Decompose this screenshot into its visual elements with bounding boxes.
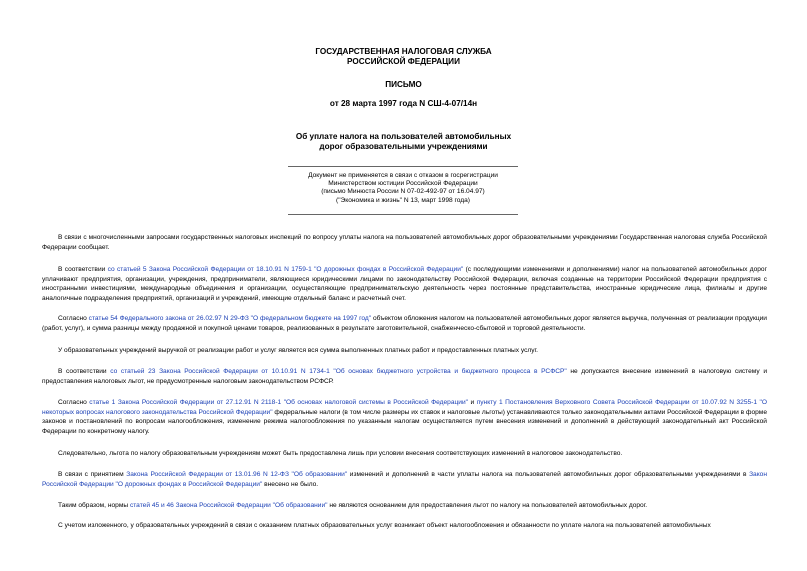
status-note [288,172,518,205]
issuer-line-2: РОССИЙСКОЙ ФЕДЕРАЦИИ [347,57,460,66]
paragraph-8 [42,470,767,489]
text: Таким образом, нормы [58,502,130,509]
note-line-3: (письмо Минюста России N 07-02-492-97 от 16.04.97) [321,188,485,196]
paragraph-4: У образовательных учреждений выручкой от реализации работ и услуг является вся сумма выполненных платных работ и предоставленных платных услуг. [58,347,538,354]
note-line-4: ("Экономика и жизнь" N 13, март 1998 года) [336,196,470,204]
document-title [0,132,807,152]
law-link-education-act[interactable]: Закона Российской Федерации от 13.01.96 N 12-ФЗ "Об образовании" [126,471,348,478]
document-type: ПИСЬМО [385,80,422,89]
text: Согласно [58,399,90,406]
text: не являются основанием для предоставления льгот по налогу на пользователей автомобильных дорог. [327,502,648,509]
law-link-road-funds-art5[interactable]: со статьей 5 Закона Российской Федерации от 18.10.91 N 1759-1 "О дорожных фондах в Российской Федерации" [107,266,464,273]
law-link-education-art45-46[interactable]: статей 45 и 46 Закона Российской Федерации "Об образовании" [129,502,328,509]
text: (с последующими изменениями и дополнениями) налог на пользователей автомобильных дорог уплачивают предприятия, организации, учреждения, предприниматели, являющиеся юридическими лицами по законодательству Российской Федерации, включая созданные на территории Российской Федерации предприятия с иностранными инвестициями, международные объединения и организации, осуществляющие предпринимательскую деятельность через постоянные представительства, иностранные юридические лица, филиалы и другие аналогичные подразделения предприятий, организаций и учреждений, имеющие отдельный баланс и расчетный счет. [42,266,767,302]
document-date-number: от 28 марта 1997 года N СШ-4-07/14н [329,99,478,108]
paragraph-10: С учетом изложенного, у образовательных учреждений в связи с оказанием платных образовательных услуг возникает объект налогообложения и обязанности по уплате налога на пользователей автомобильных [58,522,711,529]
issuer-line-1: ГОСУДАРСТВЕННАЯ НАЛОГОВАЯ СЛУЖБА [315,47,492,56]
paragraph-2 [42,265,767,303]
law-link-supreme-council-resolution[interactable]: пункту 1 Постановления Верховного Совета Российской Федерации от 10.07.92 N 3255-1 "О некоторых вопросах налогового законодательства Российской Федерации" [42,399,767,416]
text: В соответствии [58,368,111,375]
law-link-tax-system[interactable]: статье 1 Закона Российской Федерации от 27.12.91 N 2118-1 "Об основах налоговой системы в Российской Федерации" [89,399,469,406]
paragraph-6 [42,398,767,436]
text: внесено не было. [262,480,319,488]
text: изменений и дополнений в части уплаты налога на пользователей автомобильных дорог образовательными учреждениями в [347,471,750,478]
text: В связи с принятием [58,471,127,478]
text: не допускается внесение изменений в налоговую систему и предоставления налоговых льгот, не предусмотренные налоговым законодательством РСФСР. [42,368,767,385]
text: В соответствии [58,266,108,273]
issuer-heading [0,47,807,67]
note-line-2: Министерством юстиции Российской Федерации [328,180,478,188]
divider-bottom [288,214,518,215]
paragraph-7: Следовательно, льгота по налогу образовательным учреждениям может быть предоставлена лишь при условии внесения соответствующих изменений в налоговое законодательство. [58,450,623,457]
text: объектом обложения налогом на пользователей автомобильных дорог является выручка, полученная от реализации продукции (работ, услуг), и сумма разницы между продажной и покупной ценами товаров, реализованных в результате заготовительной, снабженческо-сбытовой и торговой деятельности. [42,315,767,332]
title-line-1: Об уплате налога на пользователей автомобильных [295,132,512,141]
divider-top [288,166,518,167]
text: Согласно [58,315,89,322]
note-line-1: Документ не применяется в связи с отказом в госрегистрации [308,172,498,179]
text: федеральные налоги (в том числе размеры их ставок и налоговые льготы) устанавливаются только законодательными актами Российской Федерации в форме законов и постановлений по вопросам налогообложения, изменение режима налогообложения по указанным налогам осуществляется путем внесения изменений и дополнений в действующий законодательный акт Российской Федерации по конкретному налогу. [42,408,767,435]
paragraph-3 [42,314,767,333]
title-line-2: дорог образовательными учреждениями [319,142,488,151]
paragraph-1: В связи с многочисленными запросами государственных налоговых инспекций по вопросу уплаты налога на пользователей автомобильных дорог образовательными учреждениями Государственная налоговая служба Российской Федерации сообщает. [42,234,767,251]
law-link-road-funds[interactable]: Закон Российской Федерации "О дорожных фондах в Российской Федерации" [42,471,767,488]
law-link-budget-process[interactable]: со статьей 23 Закона Российской Федерации от 10.10.91 N 1734-1 "Об основах бюджетного устройства и бюджетного процесса в РСФСР" [110,368,567,375]
text: и [468,399,477,406]
law-link-budget-1997[interactable]: статье 54 Федерального закона от 26.02.97 N 29-ФЗ "О федеральном бюджете на 1997 год" [88,315,372,322]
paragraph-9 [42,501,767,511]
paragraph-5 [42,367,767,386]
